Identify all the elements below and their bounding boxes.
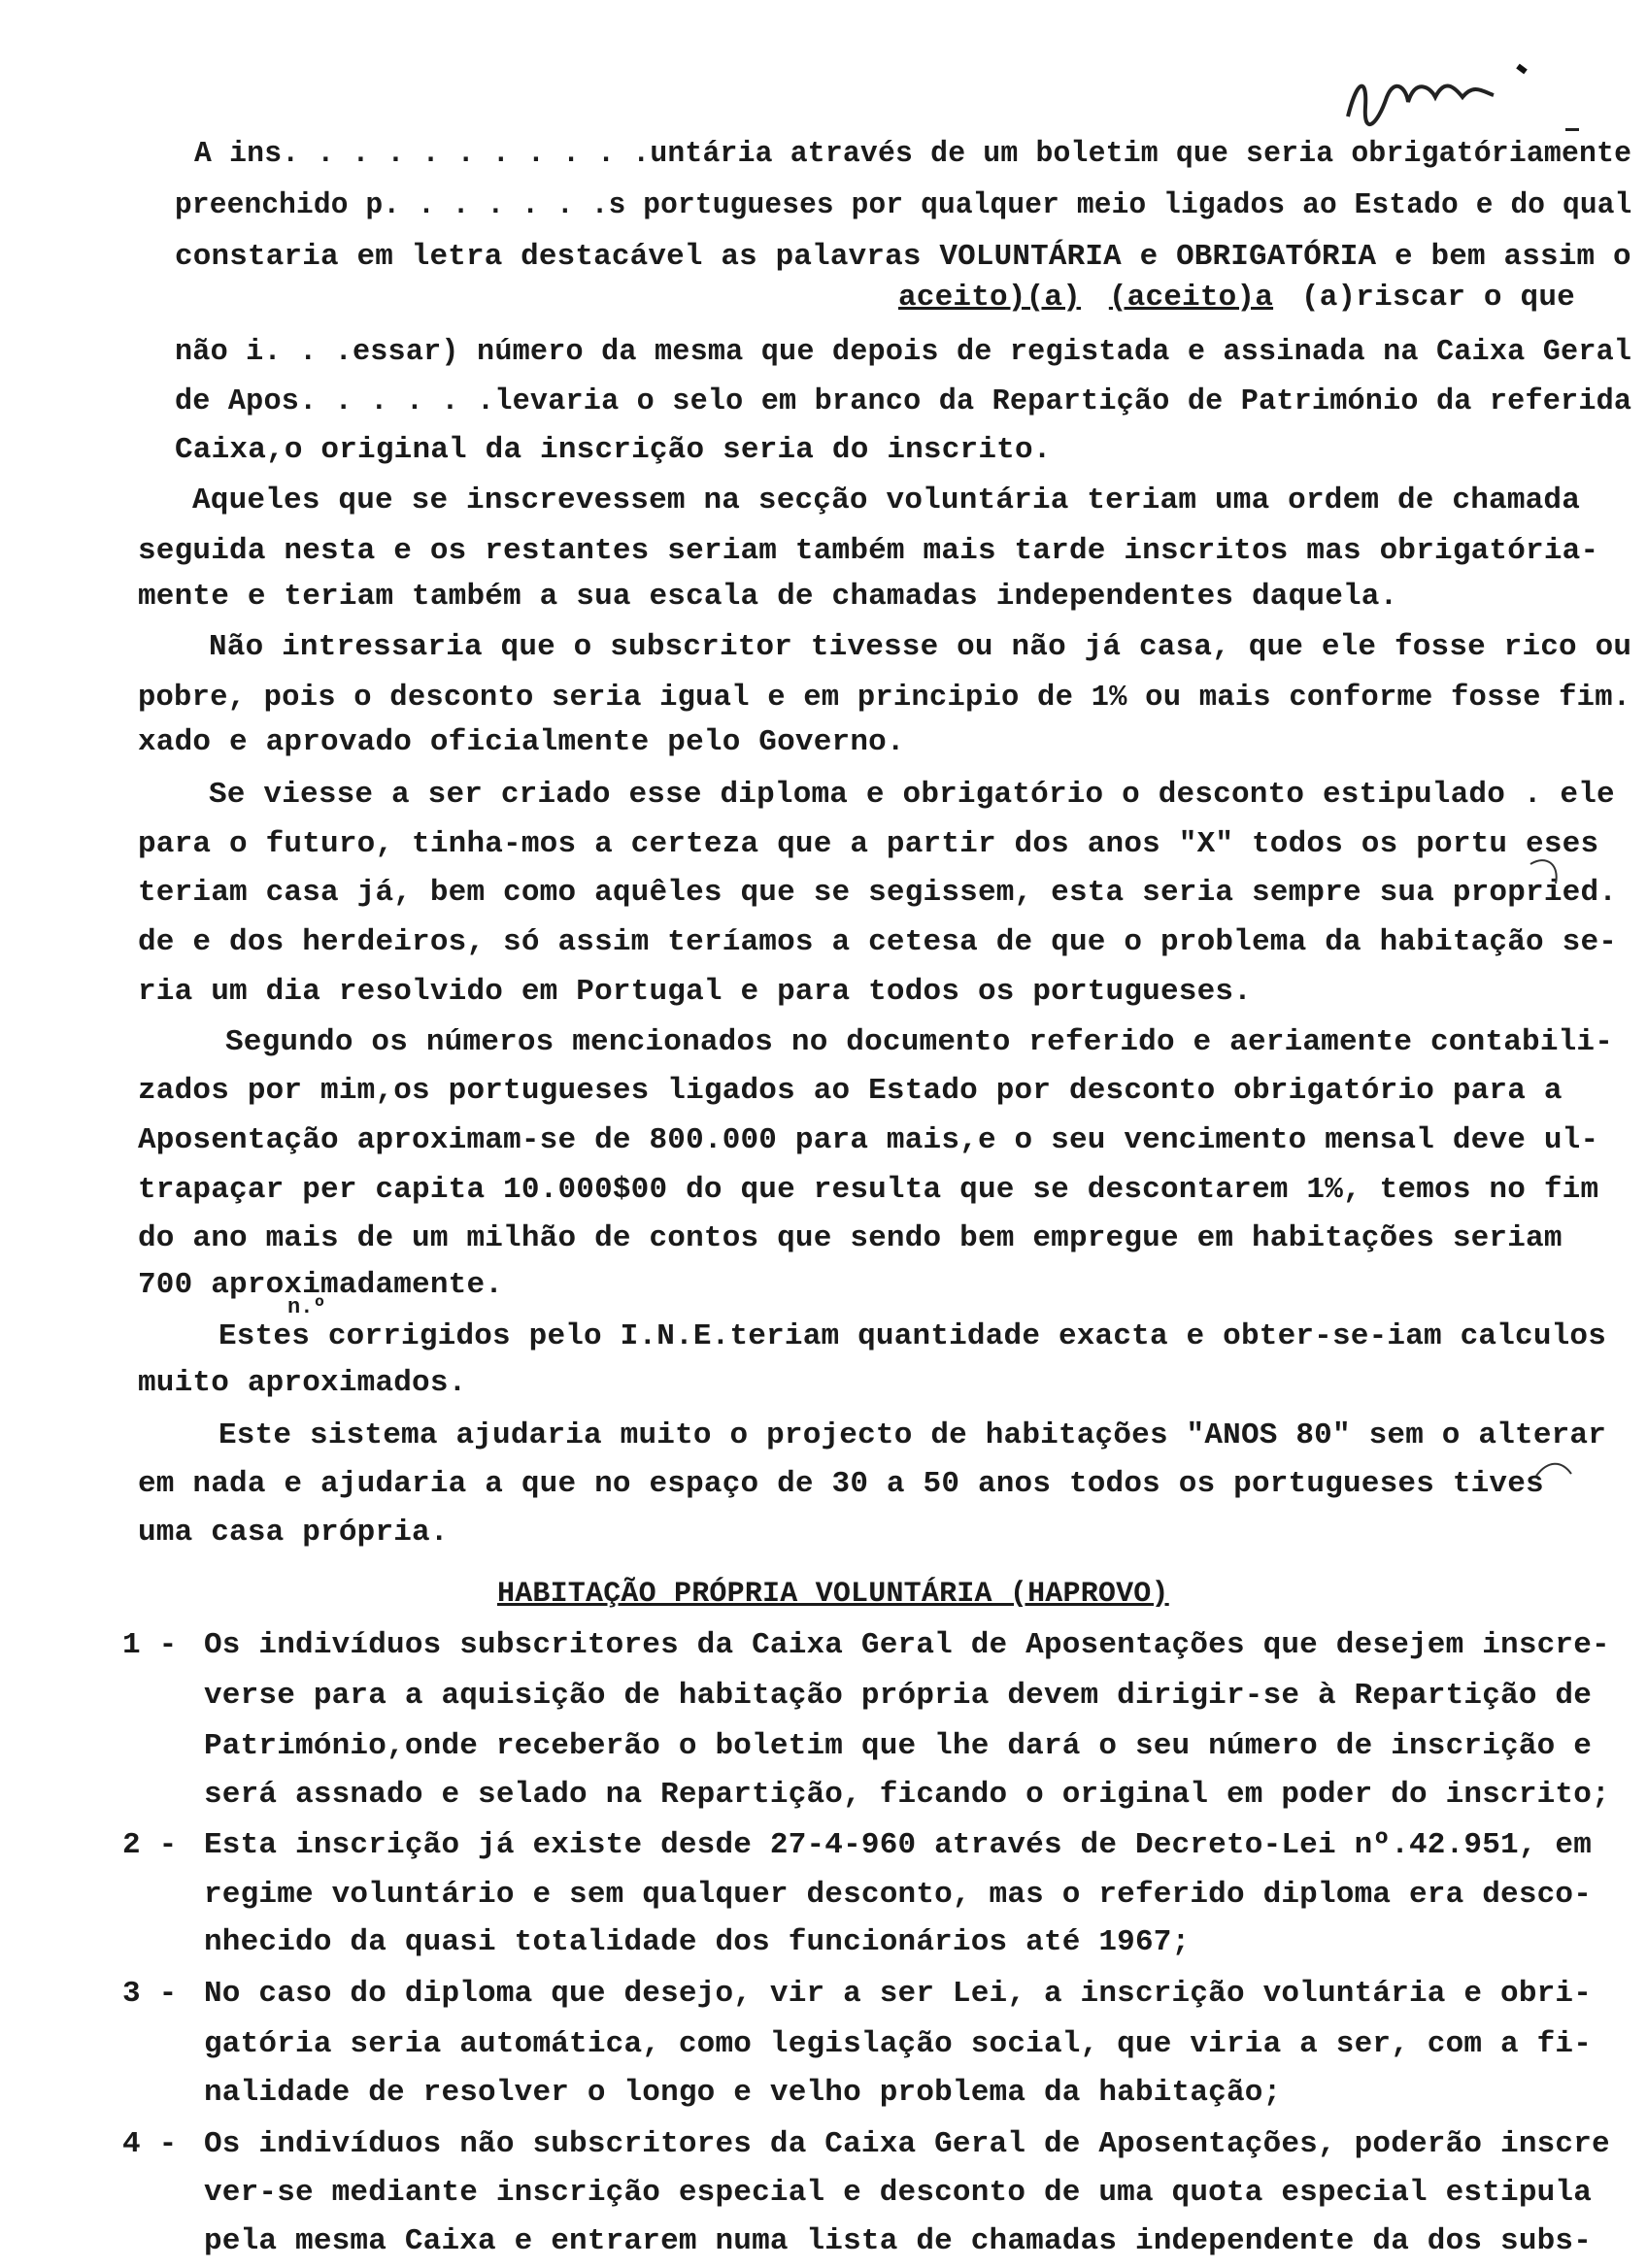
item-3-line-1: No caso do diploma que desejo, vir a ser Lei, a inscrição voluntária e obri- xyxy=(204,1977,1593,2011)
item-2-line-1: Esta inscrição já existe desde 27-4-960 através de Decreto-Lei nº.42.951, em xyxy=(204,1828,1593,1862)
item-1-line-1: Os indivíduos subscritores da Caixa Geral de Aposentações que desejem inscre- xyxy=(204,1628,1610,1662)
paragraph-5-line-6: 700 aproximadamente. xyxy=(138,1268,504,1302)
paragraph-1-line-1: A ins. . . . . . . . . . .untária através de um boletim que seria obrigatóriamente xyxy=(194,137,1632,171)
paragraph-7-line-2: em nada e ajudaria a que no espaço de 30 a 50 anos todos os portugueses tives xyxy=(138,1467,1544,1501)
item-2-line-3: nhecido da quasi totalidade dos funcionários até 1967; xyxy=(204,1925,1191,1959)
paragraph-6-line-1: Estes corrigidos pelo I.N.E.teriam quantidade exacta e obter-se-iam calculos xyxy=(218,1319,1607,1353)
item-4-number: 4 - xyxy=(122,2127,178,2161)
item-3-line-2: gatória seria automática, como legislação social, que viria a ser, com a fi- xyxy=(204,2027,1593,2061)
paragraph-2-line-2: seguida nesta e os restantes seriam também mais tarde inscritos mas obrigatória- xyxy=(138,534,1599,568)
item-4-line-2: ver-se mediante inscrição especial e desconto de uma quota especial estipula xyxy=(204,2176,1593,2210)
item-2-line-2: regime voluntário e sem qualquer desconto, mas o referido diploma era desco- xyxy=(204,1878,1593,1912)
inserted-mark: n.º xyxy=(287,1295,326,1319)
paragraph-5-line-3: Aposentação aproximam-se de 800.000 para mais,e o seu vencimento mensal deve ul- xyxy=(138,1123,1599,1157)
item-4-line-1: Os indivíduos não subscritores da Caixa Geral de Aposentações, poderão inscre xyxy=(204,2127,1610,2161)
paragraph-2-line-1: Aqueles que se inscrevessem na secção voluntária teriam uma ordem de chamada xyxy=(192,484,1581,517)
paragraph-7-line-3: uma casa própria. xyxy=(138,1516,449,1550)
item-3-line-3: nalidade de resolver o longo e velho problema da habitação; xyxy=(204,2076,1282,2110)
paragraph-4-line-5: ria um dia resolvido em Portugal e para todos os portugueses. xyxy=(138,975,1252,1009)
item-1-line-3: Património,onde receberão o boletim que lhe dará o seu número de inscrição e xyxy=(204,1729,1593,1763)
item-1-line-4: será assnado e selado na Repartição, ficando o original em poder do inscrito; xyxy=(204,1778,1610,1812)
item-4-line-3: pela mesma Caixa e entrarem numa lista de chamadas independente da dos subs- xyxy=(204,2224,1593,2258)
paragraph-5-line-5: do ano mais de um milhão de contos que sendo bem empregue em habitações seriam xyxy=(138,1221,1563,1255)
item-1-line-2: verse para a aquisição de habitação própria devem dirigir-se à Repartição de xyxy=(204,1679,1593,1713)
paragraph-5-line-4: trapaçar per capita 10.000$00 do que resulta que se descontarem 1%, temos no fim xyxy=(138,1173,1599,1207)
paragraph-2-line-3: mente e teriam também a sua escala de chamadas independentes daquela. xyxy=(138,580,1398,614)
paragraph-3-line-3: xado e aprovado oficialmente pelo Governo. xyxy=(138,725,905,759)
paragraph-4-line-3: teriam casa já, bem como aquêles que se segissem, esta seria sempre sua propried. xyxy=(138,876,1618,910)
paragraph-4-line-2: para o futuro, tinha-mos a certeza que a partir dos anos "X" todos os portu eses xyxy=(138,827,1599,861)
inline-aceito-1: aceito)(a) (aceito)a (a)riscar o que xyxy=(898,281,1575,315)
paragraph-7-line-1: Este sistema ajudaria muito o projecto de habitações "ANOS 80" sem o alterar xyxy=(218,1418,1607,1452)
paragraph-4-line-4: de e dos herdeiros, só assim teríamos a cetesa de que o problema da habitação se- xyxy=(138,925,1618,959)
dash-mark xyxy=(1565,128,1579,131)
paragraph-4-line-1: Se viesse a ser criado esse diploma e obrigatório o desconto estipulado . ele xyxy=(209,778,1615,812)
item-2-number: 2 - xyxy=(122,1828,178,1862)
paragraph-1-line-4: não i. . .essar) número da mesma que depois de registada e assinada na Caixa Geral xyxy=(175,335,1632,369)
paragraph-1-line-5: de Apos. . . . . .levaria o selo em branco da Repartição de Património da referida xyxy=(175,384,1632,418)
paragraph-3-line-2: pobre, pois o desconto seria igual e em principio de 1% ou mais conforme fosse fim. xyxy=(138,681,1631,715)
paragraph-3-line-1: Não intressaria que o subscritor tivesse ou não já casa, que ele fosse rico ou xyxy=(209,630,1632,664)
paragraph-1-line-2: preenchido p. . . . . . .s portugueses por qualquer meio ligados ao Estado e do qual xyxy=(175,188,1632,222)
paragraph-1-line-3: constaria em letra destacável as palavras VOLUNTÁRIA e OBRIGATÓRIA e bem assim o xyxy=(175,240,1631,274)
margin-bracket-mark-2 xyxy=(1534,1456,1573,1485)
section-heading: HABITAÇÃO PRÓPRIA VOLUNTÁRIA (HAPROVO) xyxy=(497,1578,1169,1611)
item-1-number: 1 - xyxy=(122,1628,178,1662)
margin-bracket-mark xyxy=(1527,854,1565,903)
paragraph-5-line-1: Segundo os números mencionados no documento referido e aeriamente contabili- xyxy=(225,1025,1614,1059)
paragraph-5-line-2: zados por mim,os portugueses ligados ao Estado por desconto obrigatório para a xyxy=(138,1074,1563,1108)
paragraph-1-line-6: Caixa,o original da inscrição seria do inscrito. xyxy=(175,433,1052,467)
item-3-number: 3 - xyxy=(122,1977,178,2011)
handwritten-annotation xyxy=(1338,58,1532,146)
paragraph-6-line-2: muito aproximados. xyxy=(138,1366,467,1400)
